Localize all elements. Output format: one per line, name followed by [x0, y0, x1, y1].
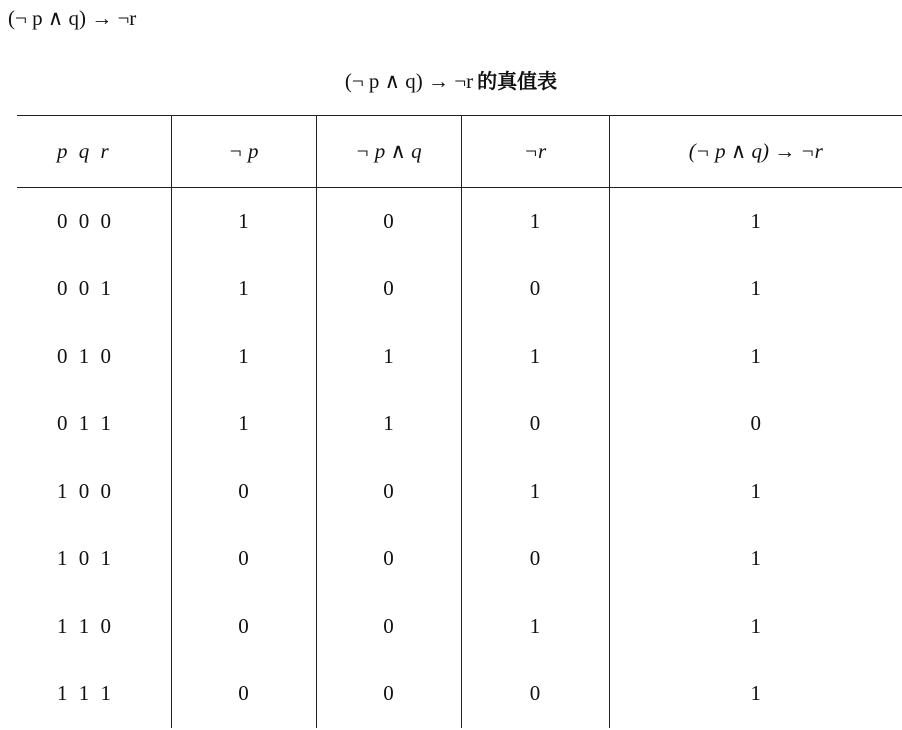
cell-not-r: 1: [461, 323, 609, 391]
cell-not-r: 1: [461, 458, 609, 526]
table-row: [17, 323, 902, 391]
cell-not-p-and-q: 0: [316, 188, 461, 256]
header-not-p: ¬ p: [171, 116, 316, 188]
cell-not-p: 0: [171, 525, 316, 593]
cell-pqr: 1 1 1: [57, 681, 112, 706]
cell-pqr: 0 1 0: [57, 343, 112, 368]
cell-implication: 1: [609, 458, 902, 526]
table-row: [17, 593, 902, 661]
table-caption: [0, 67, 902, 95]
cell-implication: 1: [609, 525, 902, 593]
cell-implication: 1: [609, 323, 902, 391]
cell-not-p-and-q: 0: [316, 660, 461, 728]
cell-not-p: 0: [171, 660, 316, 728]
cell-pqr: 1 0 0: [57, 478, 112, 503]
table-row: [17, 660, 902, 728]
table-row: [17, 188, 902, 256]
table-row: [17, 525, 902, 593]
cell-not-p: 1: [171, 323, 316, 391]
cell-not-p-and-q: 0: [316, 525, 461, 593]
cell-not-p: 1: [171, 255, 316, 323]
header-not-p-and-q: ¬ p ∧ q: [316, 116, 461, 188]
cell-not-p-and-q: 1: [316, 390, 461, 458]
cell-pqr: 1 1 0: [57, 613, 112, 638]
cell-implication: 1: [609, 660, 902, 728]
cell-not-p: 0: [171, 593, 316, 661]
cell-not-p-and-q: 0: [316, 593, 461, 661]
cell-implication: 1: [609, 593, 902, 661]
cell-not-p-and-q: 1: [316, 323, 461, 391]
top-formula: (¬ p ∧ q) → ¬r: [8, 6, 137, 30]
caption-suffix: 的真值表: [477, 69, 558, 93]
header-row: [17, 116, 902, 188]
cell-not-r: 0: [461, 660, 609, 728]
table-row: [17, 458, 902, 526]
table-row: [17, 255, 902, 323]
cell-not-r: 0: [461, 255, 609, 323]
cell-pqr: 1 0 1: [57, 546, 112, 571]
cell-not-p-and-q: 0: [316, 458, 461, 526]
cell-not-p: 0: [171, 458, 316, 526]
header-not-r: ¬r: [461, 116, 609, 188]
cell-not-r: 1: [461, 593, 609, 661]
cell-implication: 1: [609, 255, 902, 323]
cell-not-r: 1: [461, 188, 609, 256]
cell-pqr: 0 0 0: [57, 209, 112, 233]
header-implication: (¬ p ∧ q) → ¬r: [609, 116, 902, 188]
cell-not-r: 0: [461, 390, 609, 458]
cell-pqr: 0 0 1: [57, 276, 112, 301]
cell-pqr: 0 1 1: [57, 411, 112, 436]
table-row: [17, 390, 902, 458]
cell-not-p: 1: [171, 188, 316, 256]
cell-implication: 1: [609, 188, 902, 256]
cell-not-p-and-q: 0: [316, 255, 461, 323]
cell-not-r: 0: [461, 525, 609, 593]
cell-not-p: 1: [171, 390, 316, 458]
cell-implication: 0: [609, 390, 902, 458]
caption-formula: (¬ p ∧ q) → ¬r: [344, 69, 474, 93]
header-pqr: p q r: [17, 116, 171, 188]
truth-table: [17, 115, 902, 728]
